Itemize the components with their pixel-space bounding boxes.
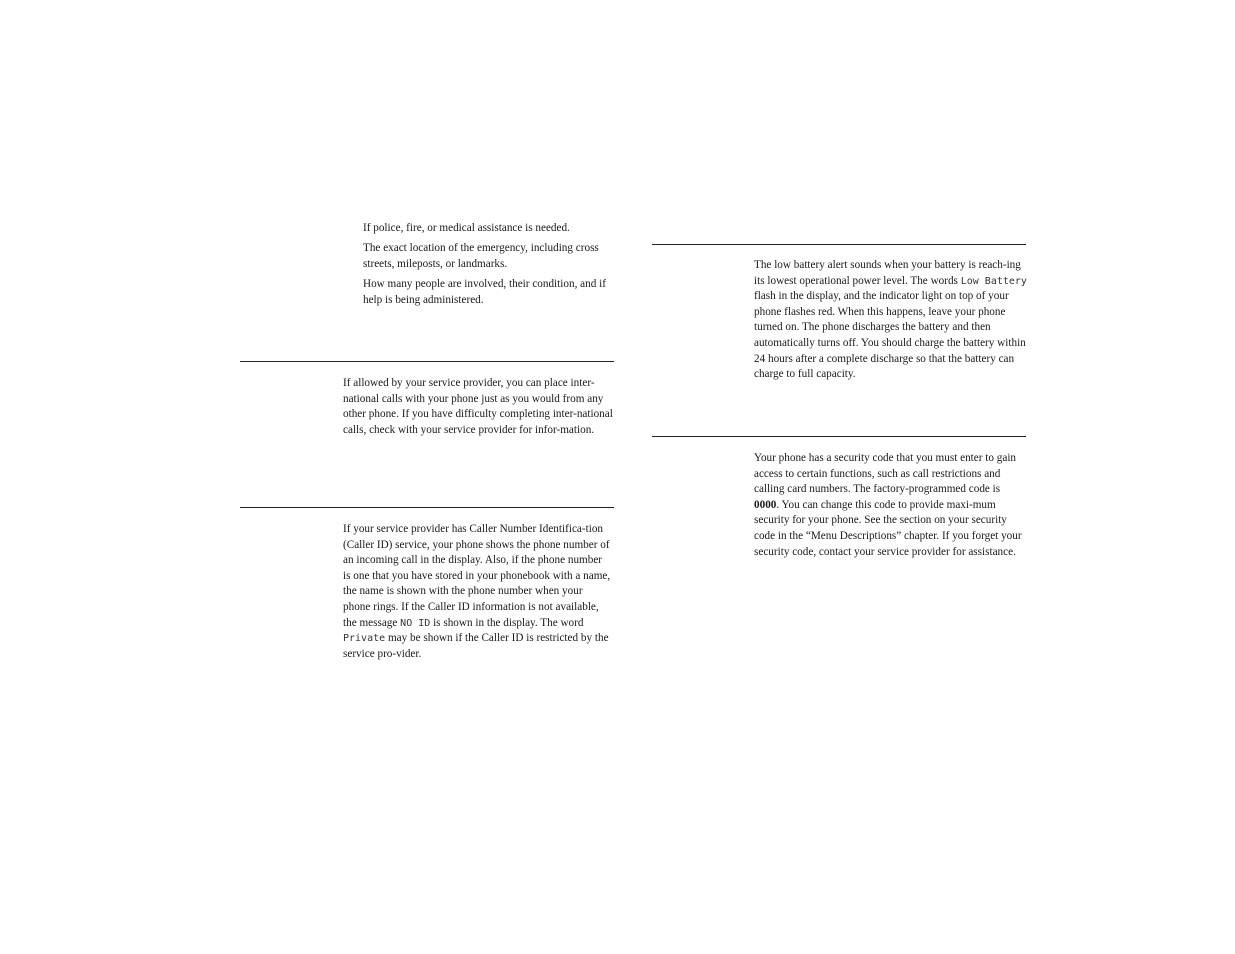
security-code-paragraph: [754, 451, 1028, 560]
low-battery-paragraph: [754, 258, 1028, 383]
no-id-display-message: NO ID: [400, 617, 431, 629]
caller-id-text-part-2: is shown in the display. The word: [430, 616, 584, 629]
section-divider-security: [652, 436, 1026, 437]
caller-id-text-part-1: If your service provider has Caller Number Identifica-tion (Caller ID) service, your phone shows the phone number of an incoming call in the display. Also, if the phone number is one that you have stored in your phonebook with a name, the name is shown with the phone number when your phone rings. If the Caller ID information is not available, the message: [343, 523, 611, 629]
low-battery-display-word: Low Battery: [960, 275, 1027, 287]
caller-id-paragraph: [343, 522, 611, 662]
security-text-part-1: Your phone has a security code that you must enter to gain access to certain functions, such as call restrictions and calling card numbers. The factory-programmed code is: [754, 452, 1017, 496]
caller-id-text-part-3: may be shown if the Caller ID is restricted by the service pro-vider.: [343, 632, 609, 660]
emergency-list-item-2: The exact location of the emergency, including cross streets, mileposts, or landmarks.: [363, 242, 599, 270]
section-divider-low-battery: [652, 244, 1026, 245]
section-divider-caller-id: [240, 507, 614, 508]
security-code-value: 0000: [754, 498, 777, 511]
security-text-part-2: . You can change this code to provide maxi-mum security for your phone. See the section on your security code in the “Menu Descriptions” chapter. If you forget your security code, contact your service provider for assistance.: [754, 498, 1022, 558]
emergency-list-item-1: If police, fire, or medical assistance is needed.: [363, 222, 570, 234]
international-calls-paragraph: If allowed by your service provider, you can place inter-national calls with your phone just as you would from any other phone. If you have difficulty completing inter-national calls, check with your service provider for infor-mation.: [343, 377, 613, 436]
emergency-list-item-3: How many people are involved, their condition, and if help is being administered.: [363, 278, 606, 306]
private-display-word: Private: [343, 633, 386, 645]
section-divider-international: [240, 361, 614, 362]
low-battery-text-part-1: The low battery alert sounds when your battery is reach-ing its lowest operational power level. The words: [754, 259, 1021, 287]
low-battery-text-part-2: flash in the display, and the indicator light on top of your phone flashes red. When this happens, leave your phone turned on. The phone discharges the battery and then automatically turns off. You should charge the battery within 24 hours after a complete discharge so that the battery can charge to full capacity.: [754, 290, 1026, 381]
